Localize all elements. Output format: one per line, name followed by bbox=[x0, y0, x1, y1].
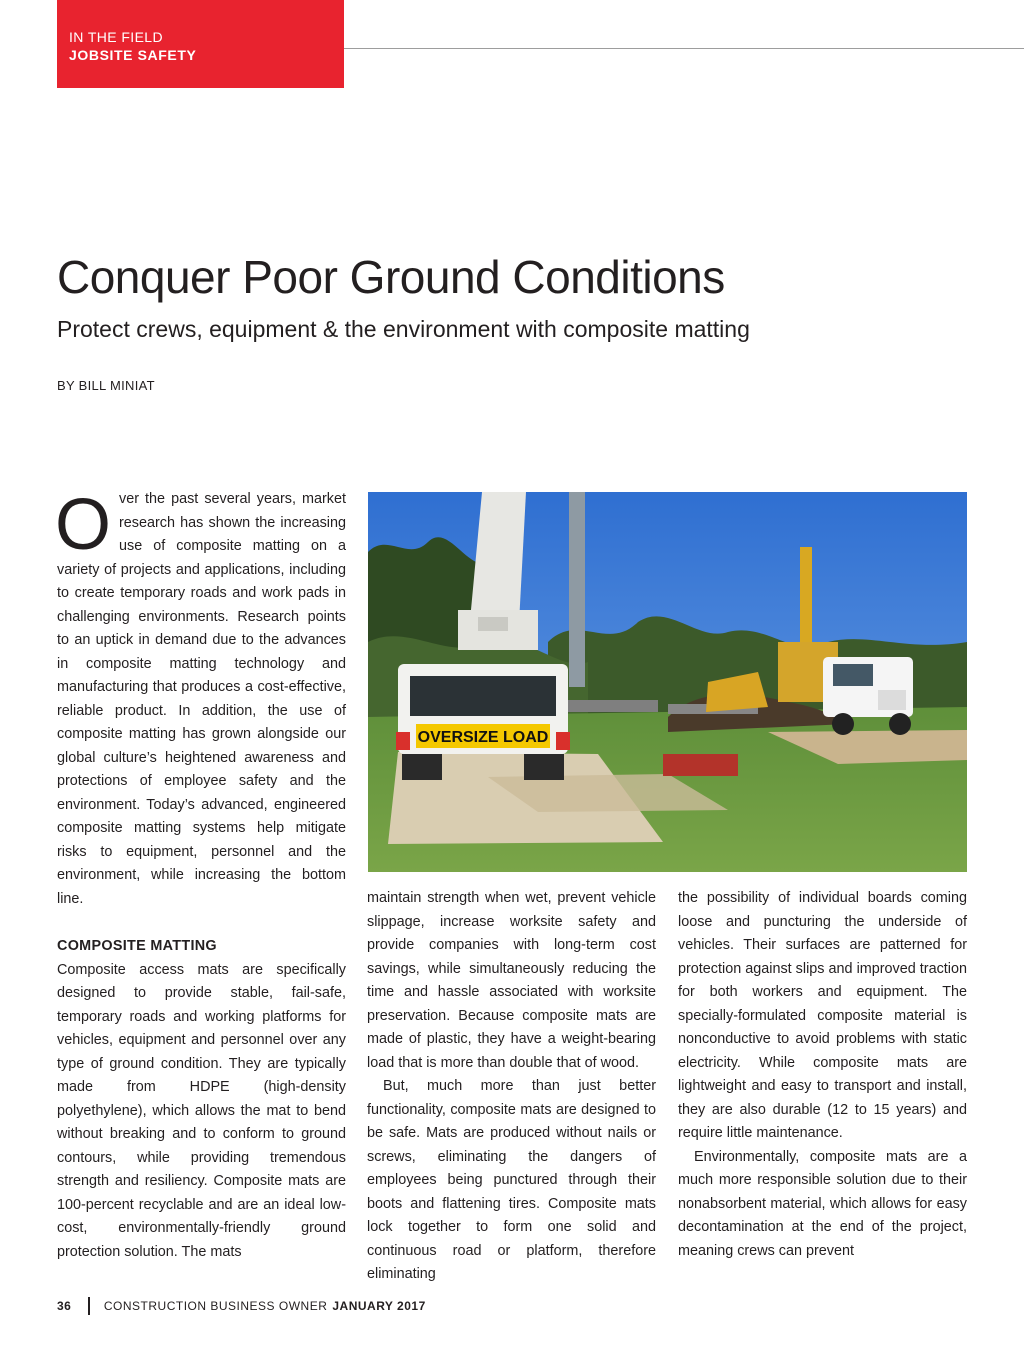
section-name: JOBSITE SAFETY bbox=[69, 47, 197, 63]
publication-name: CONSTRUCTION BUSINESS OWNER bbox=[103, 1299, 328, 1313]
issue-date: JANUARY 2017 bbox=[332, 1299, 426, 1313]
subhead-composite-matting: COMPOSITE MATTING bbox=[57, 938, 217, 954]
page-number: 36 bbox=[57, 1299, 72, 1313]
drop-cap: O bbox=[55, 485, 112, 565]
footer-divider bbox=[88, 1297, 90, 1315]
body-paragraph: Environmentally, composite mats are a much more responsible solution due to their nonabsorbent material, which allows for easy decontamination at the end of the project, meaning crews can prevent bbox=[678, 1148, 967, 1259]
page-footer bbox=[57, 1296, 426, 1316]
article-byline: BY BILL MINIAT bbox=[57, 378, 155, 393]
article-photo bbox=[368, 492, 967, 872]
column-3 bbox=[678, 887, 967, 1263]
section-tab bbox=[57, 0, 344, 88]
jobsite-photo-illustration bbox=[368, 492, 967, 872]
body-paragraph: maintain strength when wet, prevent vehicle slippage, increase worksite safety and provide companies with long-term cost savings, while simultaneously reducing the time and hassle associated with worksite preservation. Because composite mats are made of plastic, they have a weight-bearing load that is more than double that of wood. bbox=[367, 890, 656, 1071]
article-title: Conquer Poor Ground Conditions bbox=[57, 251, 725, 303]
header-rule bbox=[344, 48, 1024, 49]
column-1 bbox=[55, 485, 346, 1264]
body-paragraph: But, much more than just better functionality, composite mats are designed to be safe. Mats are produced without nails or screws, eliminating the dangers of employees being punctured through their boots and flattening tires. Composite mats lock together to form one solid and continuous road or platform, therefore eliminating bbox=[367, 1078, 656, 1282]
column-2 bbox=[367, 887, 656, 1287]
body-paragraph: the possibility of individual boards coming loose and puncturing the underside of vehicles. Their surfaces are patterned for protection against slips and improved traction for both workers and equipment. The specially-formulated composite material is nonconductive to avoid problems with static electricity. While composite mats are lightweight and easy to transport and install, they are also durable (12 to 15 years) and require little maintenance. bbox=[678, 890, 967, 1141]
intro-paragraph bbox=[55, 485, 346, 911]
intro-text: ver the past several years, market research has shown the increasing use of composite matting on a variety of projects and applications, including to create temporary roads and work pads in challenging environments. Research points to an uptick in demand due to the advances in composite matting technology and manufacturing that produces a cost-effective, reliable product. In addition, the use of composite matting has grown alongside our global culture’s heightened awareness and protections of employee safety and the environment. Today’s advanced, engineered composite matting systems help mitigate risks to equipment, personnel and the environment, while increasing the bottom line. bbox=[57, 491, 346, 907]
oversize-load-text: OVERSIZE LOAD bbox=[417, 729, 549, 746]
article-deck: Protect crews, equipment & the environment with composite matting bbox=[57, 316, 750, 342]
body-paragraph: Composite access mats are specifically designed to provide stable, fail-safe, temporary roads and working platforms for vehicles, equipment and personnel over any type of ground condition. They are typically made from HDPE (high-density polyethylene), which allows the mat to bend without breaking and to conform to ground contours, while providing tremendous strength and resiliency. Composite mats are 100-percent recyclable and are an ideal low-cost, environmentally-friendly ground protection solution. The mats bbox=[57, 961, 346, 1260]
section-kicker: IN THE FIELD bbox=[69, 29, 164, 45]
